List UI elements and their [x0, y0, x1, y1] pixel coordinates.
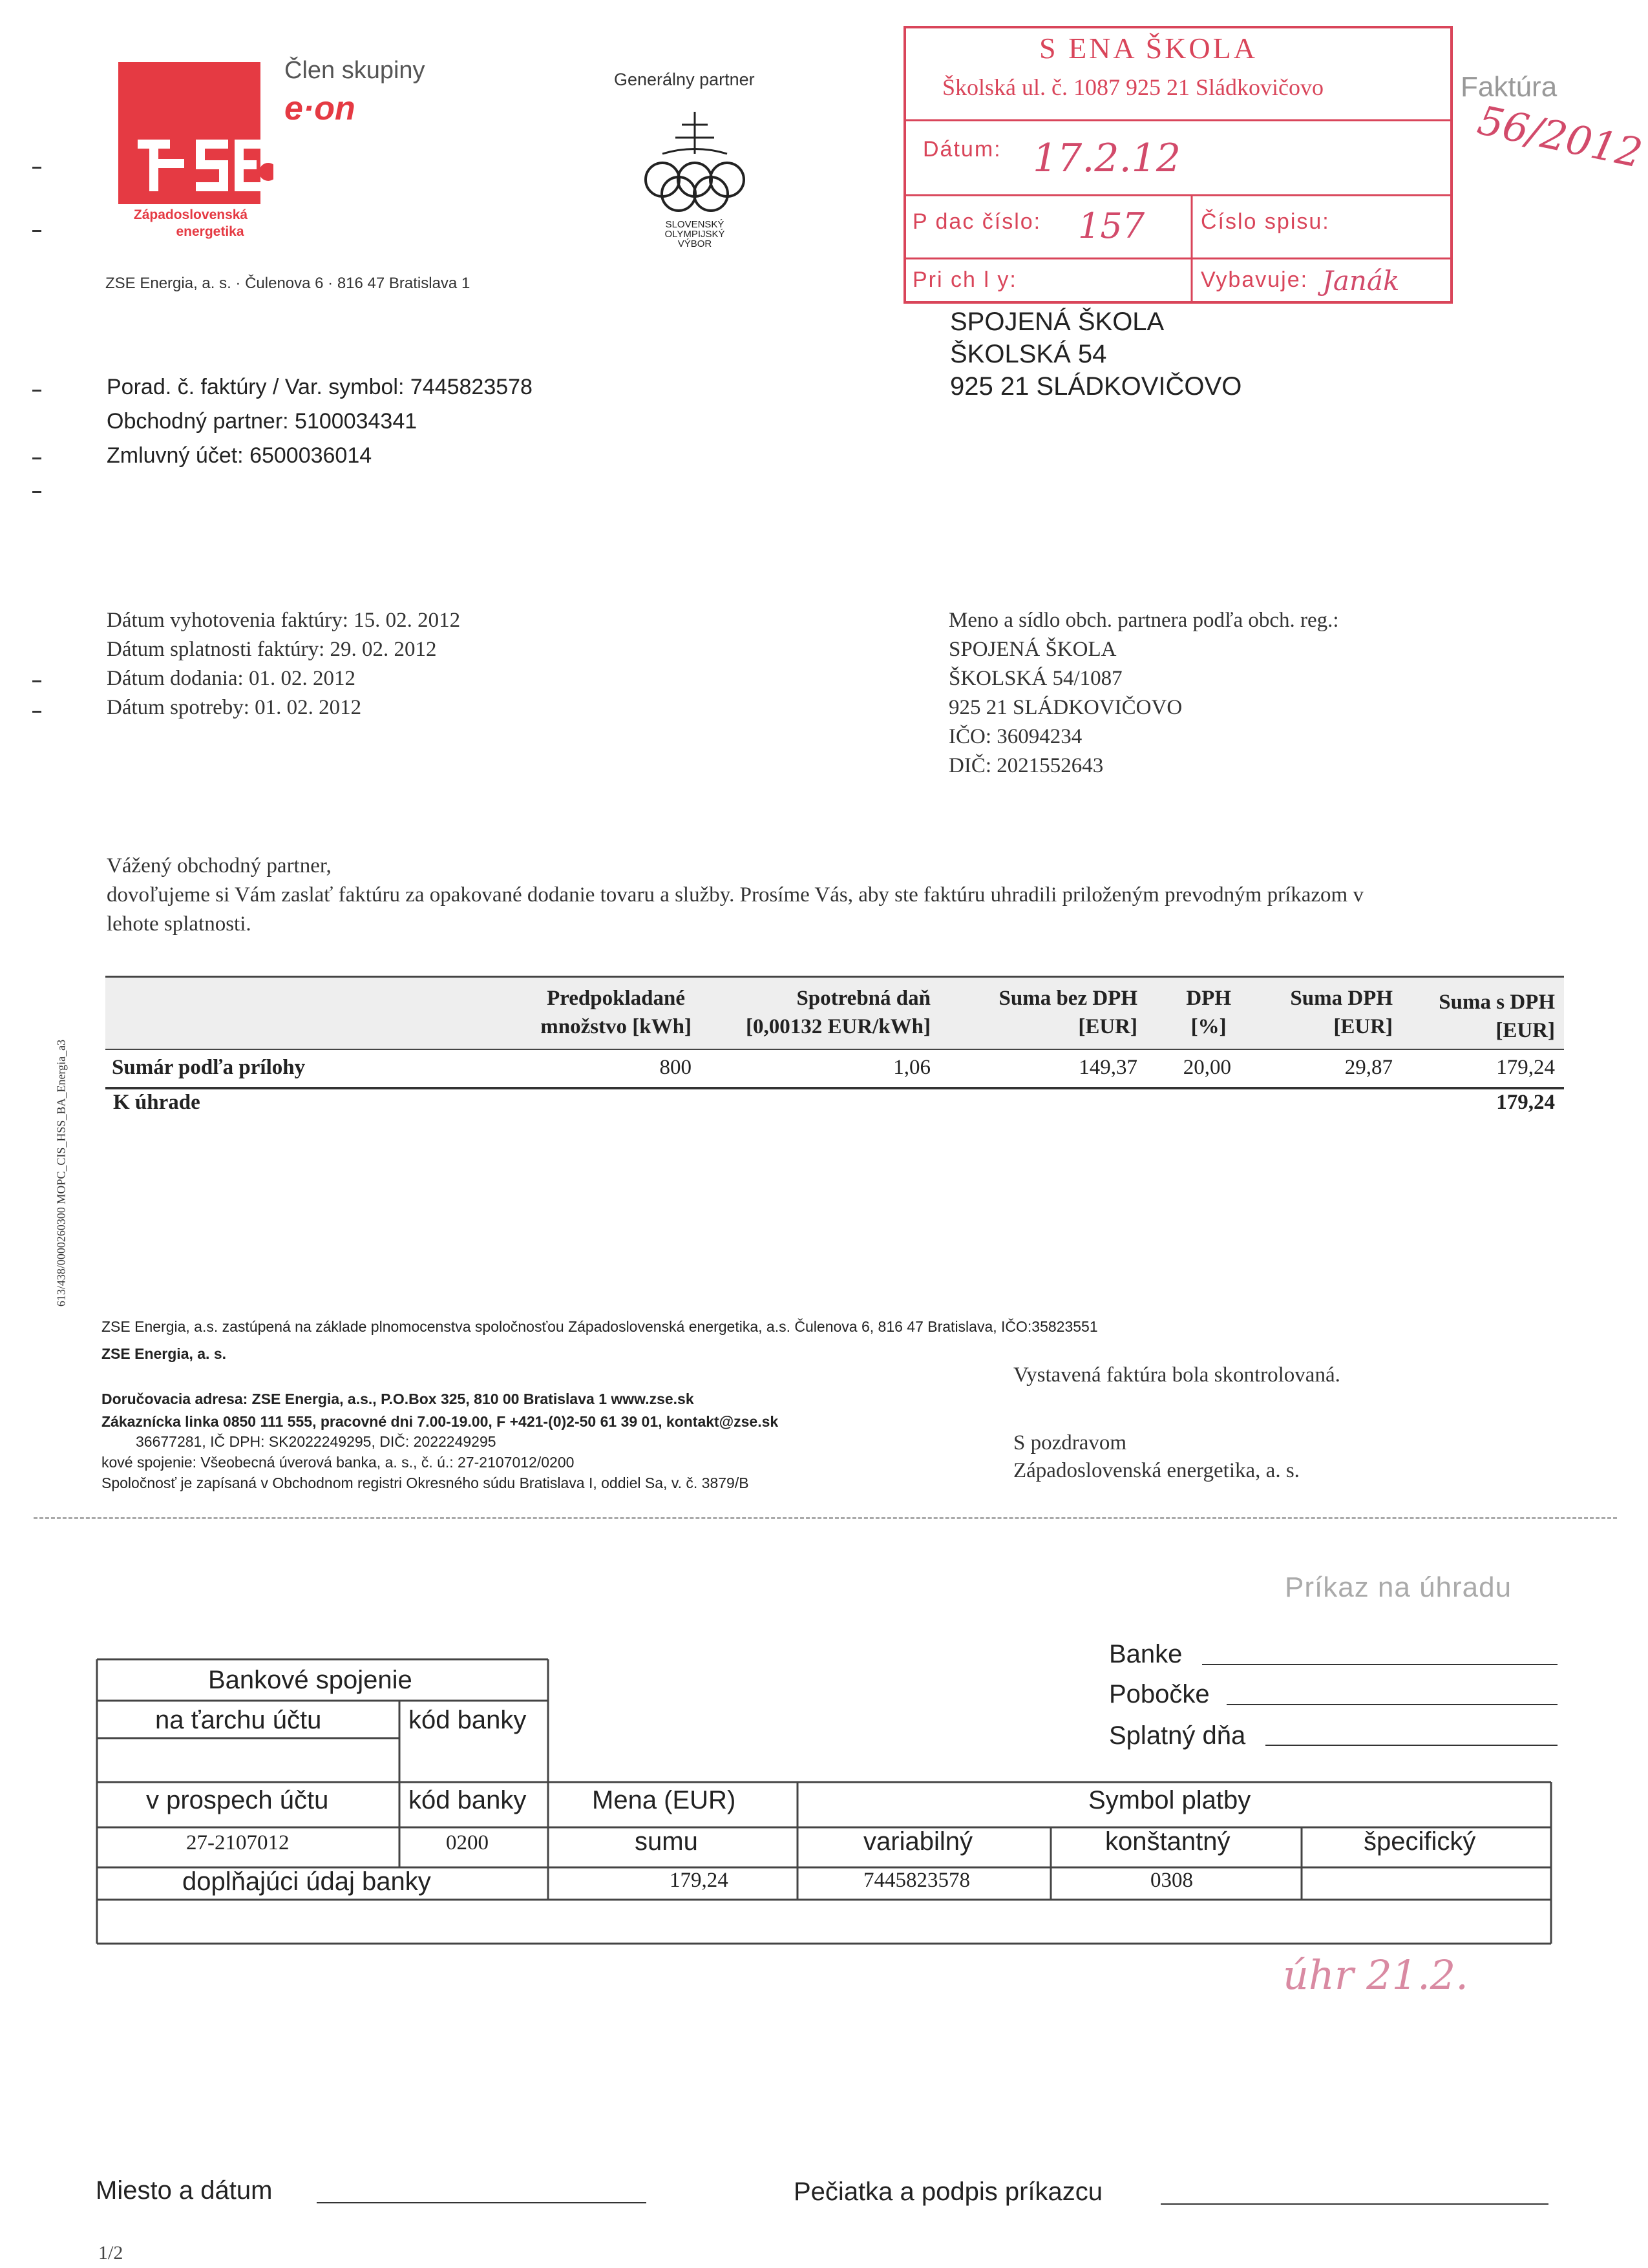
company-address: ZSE Energia, a. s. · Čulenova 6 · 816 47 Bratislava 1	[105, 275, 470, 292]
footer-hotline: Zákaznícka linka 0850 111 555, pracovné dni 7.00-19.00, F +421-(0)2-50 61 39 01, kontakt@zse.sk	[101, 1413, 779, 1430]
col-vat-rate-line1: DPH	[1186, 987, 1231, 1010]
payment-symbol-label: Symbol platby	[1088, 1786, 1251, 1814]
col-excise	[746, 984, 931, 1041]
summary-net: 149,37	[1079, 1056, 1137, 1079]
registry-stamp	[903, 26, 1453, 304]
olympic-caption-2: OLYMPIJSKÝ	[664, 229, 725, 240]
summary-excise: 1,06	[893, 1056, 931, 1079]
handwritten-date: 17.2.12	[1033, 136, 1181, 181]
footer-ids: 36677281, IČ DPH: SK2022249295, DIČ: 2022249295	[136, 1433, 496, 1450]
stamp-sign-field[interactable]	[1161, 2203, 1548, 2205]
col-vat-line2: [EUR]	[1333, 1015, 1393, 1038]
letter-body-2: lehote splatnosti.	[107, 912, 251, 936]
zse-logo	[118, 62, 273, 204]
margin-mark	[32, 680, 41, 682]
credit-account-value: 27-2107012	[186, 1831, 290, 1854]
summary-row-label: Sumár podľa prílohy	[112, 1056, 306, 1079]
extra-bank-data-label: doplňajúci údaj banky	[182, 1867, 431, 1896]
partner-reg-ico: IČO: 36094234	[949, 725, 1083, 748]
total-value: 179,24	[1496, 1091, 1555, 1114]
olympic-caption-3: VÝBOR	[677, 238, 712, 249]
col-quantity-line1: Predpokladané	[547, 987, 685, 1010]
credit-bank-code-value: 0200	[446, 1831, 489, 1854]
bank-connection-label: Bankové spojenie	[208, 1666, 412, 1694]
signature-company: Západoslovenská energetika, a. s.	[1013, 1459, 1300, 1482]
col-net	[999, 984, 1138, 1041]
col-excise-line2: [0,00132 EUR/kWh]	[745, 1015, 931, 1038]
summary-vat: 29,87	[1344, 1056, 1393, 1079]
summary-gross: 179,24	[1496, 1056, 1555, 1079]
recipient-line1: SPOJENÁ ŠKOLA	[950, 308, 1165, 336]
col-vat-rate	[1186, 984, 1231, 1041]
eon-logo: e·on	[284, 90, 355, 127]
partner-reg-label: Meno a sídlo obch. partnera podľa obch. reg.:	[949, 609, 1339, 632]
payment-order-title: Príkaz na úhradu	[1285, 1571, 1512, 1603]
letter-body-1: dovoľujeme si Vám zaslať faktúru za opakované dodanie tovaru a služby. Prosíme Vás, aby ste faktúru uhradili priloženým prevodným príkazom v	[107, 883, 1364, 907]
summary-row	[105, 1048, 1564, 1089]
page-number: 1/2	[98, 2242, 123, 2263]
summary-quantity: 800	[659, 1056, 692, 1079]
handwritten-handler: Janák	[1322, 265, 1400, 297]
partner-reg-street: ŠKOLSKÁ 54/1087	[949, 667, 1123, 690]
total-label: K úhrade	[113, 1091, 200, 1114]
col-vat-line1: Suma DPH	[1290, 987, 1393, 1010]
debit-account-label: na ťarchu účtu	[155, 1706, 322, 1734]
invoice-number: Porad. č. faktúry / Var. symbol: 7445823578	[107, 375, 533, 399]
salutation: Vážený obchodný partner,	[107, 854, 332, 877]
credit-account-label: v prospech účtu	[146, 1786, 329, 1814]
footer-representation: ZSE Energia, a.s. zastúpená na základe plnomocenstva spoločnosťou Západoslovenská energetika, a.s. Čulenova 6, 816 47 Bratislava, IČO:35823551	[101, 1318, 1098, 1335]
place-date-label: Miesto a dátum	[96, 2176, 273, 2205]
col-net-line1: Suma bez DPH	[998, 987, 1137, 1010]
sum-value: 179,24	[670, 1869, 728, 1892]
col-quantity-line2: množstvo [kWh]	[540, 1015, 692, 1038]
credit-bank-code-label: kód banky	[408, 1786, 527, 1814]
regards: S pozdravom	[1013, 1431, 1127, 1454]
variable-symbol-value: 7445823578	[863, 1869, 970, 1892]
stamp-address: Školská ul. č. 1087 925 21 Sládkovičovo	[942, 74, 1324, 100]
date-delivery: Dátum dodania: 01. 02. 2012	[107, 667, 355, 690]
date-consumption: Dátum spotreby: 01. 02. 2012	[107, 696, 362, 719]
business-partner: Obchodný partner: 5100034341	[107, 409, 417, 434]
place-date-field[interactable]	[317, 2202, 646, 2203]
debit-bank-code-label: kód banky	[408, 1706, 527, 1734]
partner-reg-dic: DIČ: 2021552643	[949, 754, 1104, 777]
stamp-number-label: P dac číslo:	[913, 209, 1042, 234]
stamp-attach-label: Pri ch l y:	[913, 268, 1017, 292]
recipient-line3: 925 21 SLÁDKOVIČOVO	[950, 372, 1242, 401]
document-type-label: Faktúra	[1461, 71, 1558, 103]
stamp-date-label: Dátum:	[923, 137, 1002, 162]
bank-label: Banke	[1109, 1640, 1183, 1668]
logo-line1: Západoslovenská	[133, 207, 248, 222]
margin-mark	[32, 711, 41, 713]
handwritten-number: 157	[1078, 205, 1145, 246]
olympic-caption-1: SLOVENSKÝ	[665, 219, 724, 230]
date-issued: Dátum vyhotovenia faktúry: 15. 02. 2012	[107, 609, 461, 632]
constant-symbol-value: 0308	[1150, 1869, 1193, 1892]
invoice-table-header	[105, 976, 1564, 1050]
cut-line	[34, 1517, 1617, 1519]
col-vat-rate-line2: [%]	[1190, 1015, 1227, 1038]
margin-mark	[32, 167, 41, 169]
group-label: Člen skupiny	[284, 57, 425, 84]
date-due: Dátum splatnosti faktúry: 29. 02. 2012	[107, 638, 437, 661]
margin-mark	[32, 491, 41, 493]
partner-reg-name: SPOJENÁ ŠKOLA	[949, 638, 1117, 661]
partner-label: Generálny partner	[614, 70, 755, 89]
variable-symbol-label: variabilný	[863, 1827, 973, 1856]
col-quantity	[540, 984, 692, 1041]
footer-bank: kové spojenie: Všeobecná úverová banka, a. s., č. ú.: 27-2107012/0200	[101, 1454, 575, 1471]
col-gross-line2: [EUR]	[1495, 1019, 1555, 1042]
constant-symbol-label: konštantný	[1105, 1827, 1231, 1856]
col-net-line2: [EUR]	[1078, 1015, 1137, 1038]
col-excise-line1: Spotrebná daň	[796, 987, 931, 1010]
contract-account: Zmluvný účet: 6500036014	[107, 443, 372, 468]
due-day-label: Splatný dňa	[1109, 1721, 1246, 1750]
handwritten-invoice-number: 56/2012	[1474, 96, 1647, 177]
col-vat	[1290, 984, 1393, 1041]
side-document-code: 613/438/0000260300 MOPC_CIS_HSS_BA_Energia_a3	[54, 1039, 68, 1307]
margin-mark	[32, 390, 41, 392]
margin-mark	[32, 457, 41, 459]
stamp-handled-label: Vybavuje:	[1201, 268, 1309, 292]
stamp-sign-label: Pečiatka a podpis príkazcu	[794, 2178, 1103, 2206]
branch-label: Pobočke	[1109, 1680, 1210, 1708]
summary-vat-rate: 20,00	[1183, 1056, 1231, 1079]
footer-company: ZSE Energia, a. s.	[101, 1345, 227, 1362]
checked-note: Vystavená faktúra bola skontrolovaná.	[1013, 1363, 1340, 1387]
col-gross	[1439, 988, 1555, 1045]
recipient-line2: ŠKOLSKÁ 54	[950, 340, 1107, 368]
currency-label: Mena (EUR)	[592, 1786, 736, 1814]
footer-register: Spoločnosť je zapísaná v Obchodnom registri Okresného súdu Bratislava I, oddiel Sa, v. č. 3879/B	[101, 1475, 749, 1491]
sum-label: sumu	[635, 1827, 698, 1856]
footer-mailing: Doručovacia adresa: ZSE Energia, a.s., P.O.Box 325, 810 00 Bratislava 1 www.zse.sk	[101, 1391, 694, 1407]
partner-reg-city: 925 21 SLÁDKOVIČOVO	[949, 696, 1183, 719]
logo-caption	[116, 207, 265, 240]
stamp-file-label: Číslo spisu:	[1201, 209, 1330, 234]
olympic-logo-icon	[637, 109, 753, 212]
logo-line2: energetika	[176, 224, 244, 239]
stamp-title: S ENA ŠKOLA	[1039, 32, 1258, 65]
col-gross-line1: Suma s DPH	[1439, 991, 1555, 1014]
olympic-caption	[637, 220, 753, 249]
specific-symbol-label: špecifický	[1364, 1827, 1476, 1856]
handwritten-paid-note: úhr 21.2.	[1283, 1951, 1468, 1999]
margin-mark	[32, 230, 41, 232]
